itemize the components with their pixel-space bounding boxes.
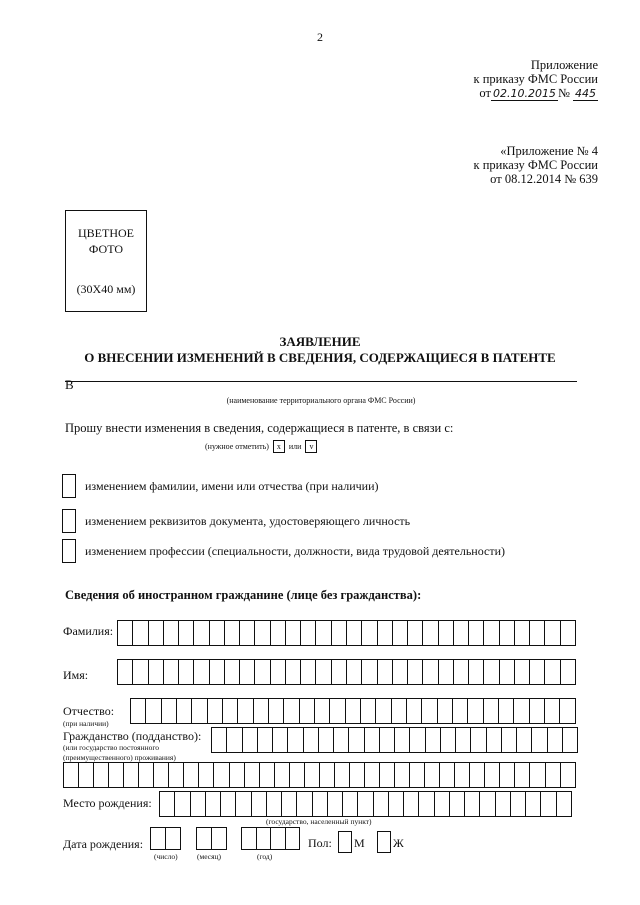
mark-x: x <box>273 440 285 453</box>
appendix-header <box>474 58 598 101</box>
char-cell[interactable] <box>423 659 438 685</box>
form-title <box>0 334 640 366</box>
char-cell[interactable] <box>179 659 194 685</box>
appendix-from: от <box>479 86 491 100</box>
char-cell[interactable] <box>334 727 349 753</box>
char-cell[interactable] <box>378 620 393 646</box>
photo-size: (30Х40 мм) <box>76 282 136 296</box>
mark-note <box>205 440 317 453</box>
char-cell[interactable] <box>305 762 320 788</box>
appendix-date-line <box>474 86 598 101</box>
option-profession-change[interactable] <box>62 539 505 563</box>
char-cell[interactable] <box>179 620 194 646</box>
char-cell[interactable] <box>465 791 480 817</box>
char-cell[interactable] <box>225 620 240 646</box>
char-cell[interactable] <box>166 827 181 850</box>
char-cell[interactable] <box>301 659 316 685</box>
char-cell[interactable] <box>258 727 273 753</box>
char-cell[interactable] <box>545 698 560 724</box>
option-name-change[interactable] <box>62 474 379 498</box>
char-cell[interactable] <box>454 659 469 685</box>
char-cell[interactable] <box>500 620 515 646</box>
char-cell[interactable] <box>319 727 334 753</box>
char-cell[interactable] <box>469 659 484 685</box>
char-cell[interactable] <box>109 762 124 788</box>
char-cell[interactable] <box>395 762 410 788</box>
char-cell[interactable] <box>273 727 288 753</box>
char-cell[interactable] <box>238 698 253 724</box>
char-cell[interactable] <box>260 762 275 788</box>
char-cell[interactable] <box>392 698 407 724</box>
char-cell[interactable] <box>526 791 541 817</box>
char-cell[interactable] <box>410 762 425 788</box>
birthdate-label: Дата рождения: <box>63 837 144 851</box>
authority-caption: (наименование территориального органа ФМС России) <box>226 396 416 405</box>
char-cell[interactable] <box>484 659 499 685</box>
sex-label: Пол: <box>308 836 332 850</box>
mark-note-prefix: (нужное отметить) <box>205 442 269 451</box>
char-cell[interactable] <box>257 827 272 850</box>
mark-or: или <box>288 442 302 451</box>
char-cell[interactable] <box>225 659 240 685</box>
char-cell[interactable] <box>545 659 560 685</box>
char-cell[interactable] <box>419 791 434 817</box>
char-cell[interactable] <box>532 727 547 753</box>
char-cell[interactable] <box>332 659 347 685</box>
photo-line2: ФОТО <box>88 242 124 256</box>
option-label: изменением фамилии, имени или отчества (при наличии) <box>85 478 379 493</box>
char-cell[interactable] <box>192 698 207 724</box>
char-cell[interactable] <box>545 620 560 646</box>
char-cell[interactable] <box>151 827 166 850</box>
char-cell[interactable] <box>393 620 408 646</box>
name-grid[interactable] <box>117 659 576 685</box>
char-cell[interactable] <box>365 762 380 788</box>
char-cell[interactable] <box>210 620 225 646</box>
char-cell[interactable] <box>175 791 190 817</box>
char-cell[interactable] <box>499 698 514 724</box>
char-cell[interactable] <box>407 698 422 724</box>
char-cell[interactable] <box>290 762 305 788</box>
citizenship-note2: (преимущественного) проживания) <box>63 753 176 762</box>
char-cell[interactable] <box>320 762 335 788</box>
char-cell[interactable] <box>439 659 454 685</box>
char-cell[interactable] <box>316 659 331 685</box>
char-cell[interactable] <box>162 698 177 724</box>
char-cell[interactable] <box>286 827 301 850</box>
birth-year-grid[interactable] <box>241 827 300 850</box>
char-cell[interactable] <box>496 791 511 817</box>
char-cell[interactable] <box>160 791 175 817</box>
char-cell[interactable] <box>469 620 484 646</box>
char-cell[interactable] <box>515 620 530 646</box>
char-cell[interactable] <box>149 620 164 646</box>
char-cell[interactable] <box>282 791 297 817</box>
char-cell[interactable] <box>487 727 502 753</box>
char-cell[interactable] <box>485 762 500 788</box>
citizenship-label: Гражданство (подданство): <box>63 729 202 743</box>
surname-grid[interactable] <box>117 620 576 646</box>
char-cell[interactable] <box>297 791 312 817</box>
char-cell[interactable] <box>271 620 286 646</box>
char-cell[interactable] <box>530 620 545 646</box>
char-cell[interactable] <box>530 762 545 788</box>
sex-male-label: М <box>354 836 365 850</box>
char-cell[interactable] <box>79 762 94 788</box>
char-cell[interactable] <box>184 762 199 788</box>
char-cell[interactable] <box>214 762 229 788</box>
char-cell[interactable] <box>563 727 578 753</box>
month-caption: (месяц) <box>197 852 222 861</box>
char-cell[interactable] <box>453 698 468 724</box>
char-cell[interactable] <box>546 762 561 788</box>
char-cell[interactable] <box>146 698 161 724</box>
char-cell[interactable] <box>197 827 212 850</box>
char-cell[interactable] <box>199 762 214 788</box>
char-cell[interactable] <box>139 762 154 788</box>
char-cell[interactable] <box>271 827 286 850</box>
char-cell[interactable] <box>530 659 545 685</box>
char-cell[interactable] <box>255 620 270 646</box>
page-number: 2 <box>317 30 323 44</box>
char-cell[interactable] <box>561 762 576 788</box>
option-label: изменением реквизитов документа, удостоверяющего личность <box>85 513 411 528</box>
char-cell[interactable] <box>255 659 270 685</box>
appendix4-line3: от 08.12.2014 № 639 <box>490 172 598 186</box>
char-cell[interactable] <box>349 727 364 753</box>
year-caption: (год) <box>257 852 273 861</box>
char-cell[interactable] <box>210 659 225 685</box>
patronymic-label: Отчество: <box>63 704 115 718</box>
handwritten-date: 02.10.2015 <box>492 87 556 100</box>
char-cell[interactable] <box>288 727 303 753</box>
char-cell[interactable] <box>395 727 410 753</box>
option-checkbox[interactable] <box>62 474 76 498</box>
patronymic-grid[interactable] <box>130 698 576 724</box>
birthplace-caption: (государство, населенный пункт) <box>266 817 372 826</box>
char-cell[interactable] <box>438 698 453 724</box>
option-checkbox[interactable] <box>62 539 76 563</box>
handwritten-number: 445 <box>575 87 596 100</box>
char-cell[interactable] <box>404 791 419 817</box>
photo-line1: ЦВЕТНОЕ <box>78 226 134 240</box>
char-cell[interactable] <box>154 762 169 788</box>
char-cell[interactable] <box>456 727 471 753</box>
sex-female-box[interactable] <box>377 831 391 853</box>
char-cell[interactable] <box>328 791 343 817</box>
char-cell[interactable] <box>439 620 454 646</box>
char-cell[interactable] <box>374 791 389 817</box>
char-cell[interactable] <box>330 698 345 724</box>
char-cell[interactable] <box>502 727 517 753</box>
char-cell[interactable] <box>164 620 179 646</box>
sex-female-label: Ж <box>393 836 404 850</box>
appendix4-header <box>474 144 598 186</box>
citizenship-grid-row2[interactable] <box>63 762 576 788</box>
option-document-change[interactable] <box>62 509 410 533</box>
char-cell[interactable] <box>454 620 469 646</box>
char-cell[interactable] <box>304 727 319 753</box>
char-cell[interactable] <box>240 620 255 646</box>
section-title: Сведения об иностранном гражданине (лице без гражданства): <box>65 588 422 602</box>
char-cell[interactable] <box>284 698 299 724</box>
appendix4-line2: к приказу ФМС России <box>473 158 598 172</box>
number-sign: № <box>557 86 570 100</box>
birthplace-label: Место рождения: <box>63 796 152 810</box>
char-cell[interactable] <box>347 620 362 646</box>
char-cell[interactable] <box>441 727 456 753</box>
char-cell[interactable] <box>422 698 437 724</box>
char-cell[interactable] <box>267 791 282 817</box>
char-cell[interactable] <box>212 727 227 753</box>
char-cell[interactable] <box>480 791 495 817</box>
char-cell[interactable] <box>500 659 515 685</box>
char-cell[interactable] <box>346 698 361 724</box>
char-cell[interactable] <box>561 620 576 646</box>
char-cell[interactable] <box>133 659 148 685</box>
mark-v: v <box>305 440 317 453</box>
char-cell[interactable] <box>435 791 450 817</box>
char-cell[interactable] <box>530 698 545 724</box>
char-cell[interactable] <box>64 762 79 788</box>
appendix-line1: Приложение <box>530 58 598 72</box>
char-cell[interactable] <box>131 698 146 724</box>
char-cell[interactable] <box>408 659 423 685</box>
char-cell[interactable] <box>423 620 438 646</box>
char-cell[interactable] <box>361 698 376 724</box>
char-cell[interactable] <box>301 620 316 646</box>
char-cell[interactable] <box>133 620 148 646</box>
char-cell[interactable] <box>350 762 365 788</box>
surname-label: Фамилия: <box>63 624 114 638</box>
char-cell[interactable] <box>389 791 404 817</box>
char-cell[interactable] <box>358 791 373 817</box>
photo-box <box>65 210 147 312</box>
char-cell[interactable] <box>275 762 290 788</box>
char-cell[interactable] <box>380 727 395 753</box>
char-cell[interactable] <box>169 762 184 788</box>
day-caption: (число) <box>154 852 178 861</box>
char-cell[interactable] <box>194 659 209 685</box>
char-cell[interactable] <box>118 659 133 685</box>
char-cell[interactable] <box>410 727 425 753</box>
char-cell[interactable] <box>484 698 499 724</box>
char-cell[interactable] <box>300 698 315 724</box>
char-cell[interactable] <box>548 727 563 753</box>
char-cell[interactable] <box>455 762 470 788</box>
char-cell[interactable] <box>517 727 532 753</box>
char-cell[interactable] <box>450 791 465 817</box>
char-cell[interactable] <box>191 791 206 817</box>
char-cell[interactable] <box>378 659 393 685</box>
birthplace-grid[interactable] <box>159 791 572 817</box>
char-cell[interactable] <box>500 762 515 788</box>
citizenship-grid[interactable] <box>211 727 578 753</box>
char-cell[interactable] <box>470 762 485 788</box>
name-label: Имя: <box>63 668 89 682</box>
char-cell[interactable] <box>515 762 530 788</box>
char-cell[interactable] <box>240 659 255 685</box>
appendix-line2: к приказу ФМС России <box>473 72 598 86</box>
char-cell[interactable] <box>254 698 269 724</box>
title-line2: О ВНЕСЕНИИ ИЗМЕНЕНИЙ В СВЕДЕНИЯ, СОДЕРЖАЩИЕСЯ В ПАТЕНТЕ <box>84 350 556 365</box>
char-cell[interactable] <box>313 791 328 817</box>
char-cell[interactable] <box>393 659 408 685</box>
char-cell[interactable] <box>221 791 236 817</box>
char-cell[interactable] <box>212 827 227 850</box>
option-checkbox[interactable] <box>62 509 76 533</box>
char-cell[interactable] <box>223 698 238 724</box>
birth-day-grid[interactable] <box>150 827 181 850</box>
char-cell[interactable] <box>515 659 530 685</box>
char-cell[interactable] <box>252 791 267 817</box>
char-cell[interactable] <box>335 762 350 788</box>
char-cell[interactable] <box>471 727 486 753</box>
char-cell[interactable] <box>230 762 245 788</box>
char-cell[interactable] <box>118 620 133 646</box>
char-cell[interactable] <box>484 620 499 646</box>
char-cell[interactable] <box>271 659 286 685</box>
char-cell[interactable] <box>316 620 331 646</box>
char-cell[interactable] <box>208 698 223 724</box>
appendix4-line1: «Приложение № 4 <box>500 144 598 158</box>
char-cell[interactable] <box>425 762 440 788</box>
char-cell[interactable] <box>242 827 257 850</box>
char-cell[interactable] <box>343 791 358 817</box>
char-cell[interactable] <box>315 698 330 724</box>
char-cell[interactable] <box>164 659 179 685</box>
char-cell[interactable] <box>541 791 556 817</box>
authority-field[interactable] <box>65 381 577 382</box>
char-cell[interactable] <box>94 762 109 788</box>
patronymic-note: (при наличии) <box>63 719 109 728</box>
char-cell[interactable] <box>408 620 423 646</box>
char-cell[interactable] <box>286 659 301 685</box>
char-cell[interactable] <box>362 659 377 685</box>
char-cell[interactable] <box>514 698 529 724</box>
char-cell[interactable] <box>332 620 347 646</box>
char-cell[interactable] <box>149 659 164 685</box>
char-cell[interactable] <box>206 791 221 817</box>
title-line1: ЗАЯВЛЕНИЕ <box>279 334 361 349</box>
char-cell[interactable] <box>194 620 209 646</box>
to-prefix: В <box>65 377 74 392</box>
char-cell[interactable] <box>124 762 139 788</box>
char-cell[interactable] <box>426 727 441 753</box>
char-cell[interactable] <box>177 698 192 724</box>
char-cell[interactable] <box>236 791 251 817</box>
char-cell[interactable] <box>245 762 260 788</box>
char-cell[interactable] <box>362 620 377 646</box>
char-cell[interactable] <box>227 727 242 753</box>
char-cell[interactable] <box>286 620 301 646</box>
char-cell[interactable] <box>511 791 526 817</box>
char-cell[interactable] <box>365 727 380 753</box>
char-cell[interactable] <box>561 659 576 685</box>
citizenship-note1: (или государство постоянного <box>63 743 160 752</box>
request-text: Прошу внести изменения в сведения, содержащиеся в патенте, в связи с: <box>65 421 454 435</box>
char-cell[interactable] <box>376 698 391 724</box>
option-label: изменением профессии (специальности, должности, вида трудовой деятельности) <box>85 543 505 558</box>
char-cell[interactable] <box>557 791 572 817</box>
sex-male-box[interactable] <box>338 831 352 853</box>
char-cell[interactable] <box>440 762 455 788</box>
char-cell[interactable] <box>243 727 258 753</box>
char-cell[interactable] <box>560 698 575 724</box>
char-cell[interactable] <box>269 698 284 724</box>
char-cell[interactable] <box>380 762 395 788</box>
char-cell[interactable] <box>347 659 362 685</box>
birth-month-grid[interactable] <box>196 827 227 850</box>
char-cell[interactable] <box>468 698 483 724</box>
